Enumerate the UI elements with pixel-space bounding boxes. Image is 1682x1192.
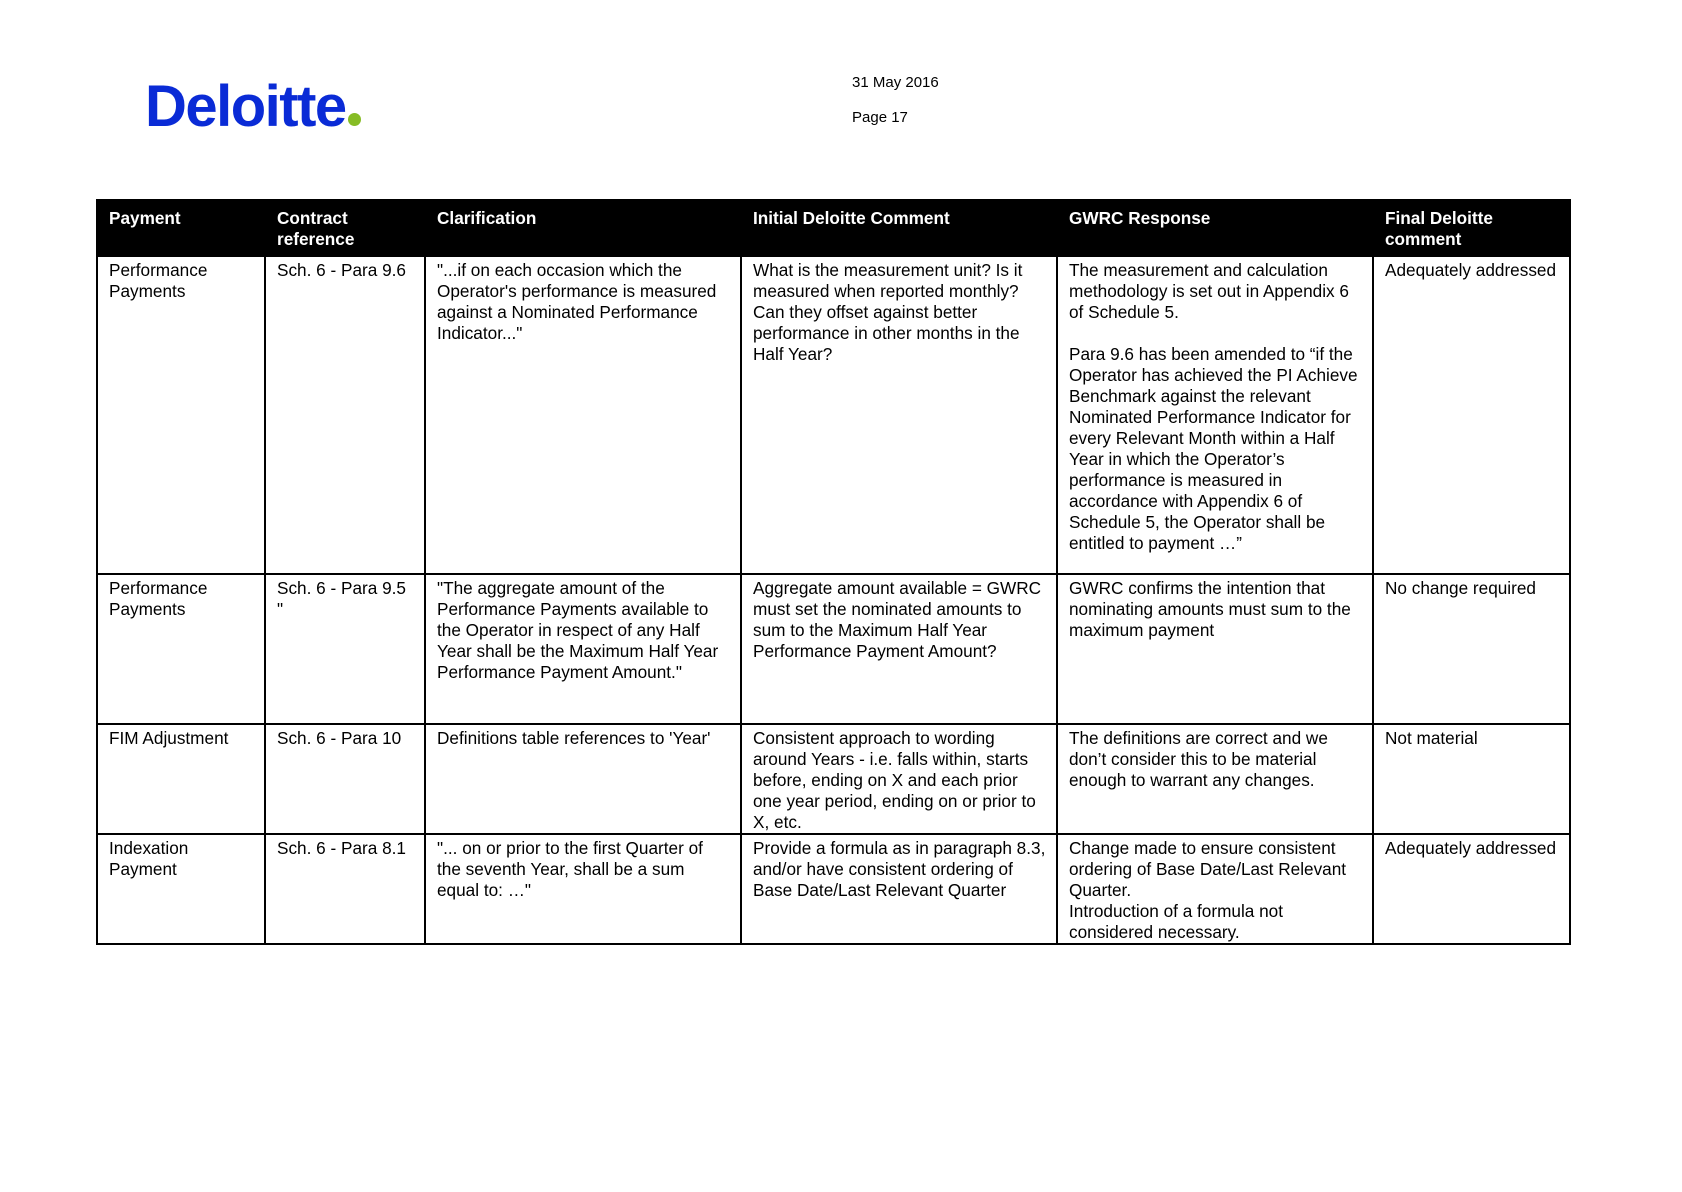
header-payment: Payment bbox=[97, 200, 265, 256]
table-header-row bbox=[97, 200, 1570, 256]
gwrc-response-paragraph: Change made to ensure consistent ordering of Base Date/Last Relevant Quarter. bbox=[1069, 838, 1347, 900]
cell-contract-reference: Sch. 6 - Para 8.1 bbox=[265, 834, 425, 944]
cell-payment: Performance Payments bbox=[97, 256, 265, 574]
cell-initial-comment: Aggregate amount available = GWRC must set the nominated amounts to sum to the Maximum Half Year Performance Payment Amount? bbox=[741, 574, 1057, 724]
cell-payment: FIM Adjustment bbox=[97, 724, 265, 834]
gwrc-response-paragraph: Para 9.6 has been amended to “if the Operator has achieved the PI Achieve Benchmark against the relevant Nominated Performance Indicator for every Relevant Month within a Half Year in which the Operator’s performance is measured in accordance with Appendix 6 of Schedule 5, the Operator shall be entitled to payment …” bbox=[1069, 344, 1358, 553]
logo-dot-icon bbox=[348, 113, 361, 126]
gwrc-response-paragraph: GWRC confirms the intention that nominating amounts must sum to the maximum payment bbox=[1069, 578, 1351, 640]
cell-initial-comment: Provide a formula as in paragraph 8.3, and/or have consistent ordering of Base Date/Last Relevant Quarter bbox=[741, 834, 1057, 944]
cell-final-comment: Adequately addressed bbox=[1373, 834, 1570, 944]
cell-initial-comment: What is the measurement unit? Is it measured when reported monthly? Can they offset against better performance in other months in the Half Year? bbox=[741, 256, 1057, 574]
cell-gwrc-response bbox=[1057, 834, 1373, 944]
gwrc-response-paragraph: Introduction of a formula not considered necessary. bbox=[1069, 901, 1284, 942]
document-date: 31 May 2016 bbox=[852, 74, 939, 91]
cell-payment: Indexation Payment bbox=[97, 834, 265, 944]
logo-text: Deloitte bbox=[145, 74, 346, 139]
cell-clarification: "The aggregate amount of the Performance Payments available to the Operator in respect of any Half Year shall be the Maximum Half Year Performance Payment Amount." bbox=[425, 574, 741, 724]
header-contract-reference: Contract reference bbox=[265, 200, 425, 256]
gwrc-response-paragraph: The definitions are correct and we don’t consider this to be material enough to warrant any changes. bbox=[1069, 728, 1328, 790]
cell-initial-comment: Consistent approach to wording around Years - i.e. falls within, starts before, ending on X and each prior one year period, ending on or prior to X, etc. bbox=[741, 724, 1057, 834]
header-final-deloitte-comment: Final Deloitte comment bbox=[1373, 200, 1570, 256]
cell-clarification: Definitions table references to 'Year' bbox=[425, 724, 741, 834]
table-row bbox=[97, 834, 1570, 944]
cell-final-comment: Adequately addressed bbox=[1373, 256, 1570, 574]
header-initial-deloitte-comment: Initial Deloitte Comment bbox=[741, 200, 1057, 256]
cell-gwrc-response bbox=[1057, 256, 1373, 574]
cell-contract-reference: Sch. 6 - Para 10 bbox=[265, 724, 425, 834]
cell-clarification: "...if on each occasion which the Operator's performance is measured against a Nominated Performance Indicator..." bbox=[425, 256, 741, 574]
header-gwrc-response: GWRC Response bbox=[1057, 200, 1373, 256]
gwrc-response-paragraph: The measurement and calculation methodology is set out in Appendix 6 of Schedule 5. bbox=[1069, 260, 1349, 322]
cell-gwrc-response bbox=[1057, 574, 1373, 724]
header-clarification: Clarification bbox=[425, 200, 741, 256]
cell-contract-reference: Sch. 6 - Para 9.5 " bbox=[265, 574, 425, 724]
cell-gwrc-response bbox=[1057, 724, 1373, 834]
table-row bbox=[97, 574, 1570, 724]
cell-final-comment: Not material bbox=[1373, 724, 1570, 834]
cell-contract-reference: Sch. 6 - Para 9.6 bbox=[265, 256, 425, 574]
cell-clarification: "... on or prior to the first Quarter of the seventh Year, shall be a sum equal to: …" bbox=[425, 834, 741, 944]
cell-final-comment: No change required bbox=[1373, 574, 1570, 724]
table-row bbox=[97, 256, 1570, 574]
page-number: Page 17 bbox=[852, 109, 908, 126]
cell-payment: Performance Payments bbox=[97, 574, 265, 724]
deloitte-logo bbox=[145, 74, 361, 139]
table-row bbox=[97, 724, 1570, 834]
clarification-table bbox=[96, 199, 1571, 945]
